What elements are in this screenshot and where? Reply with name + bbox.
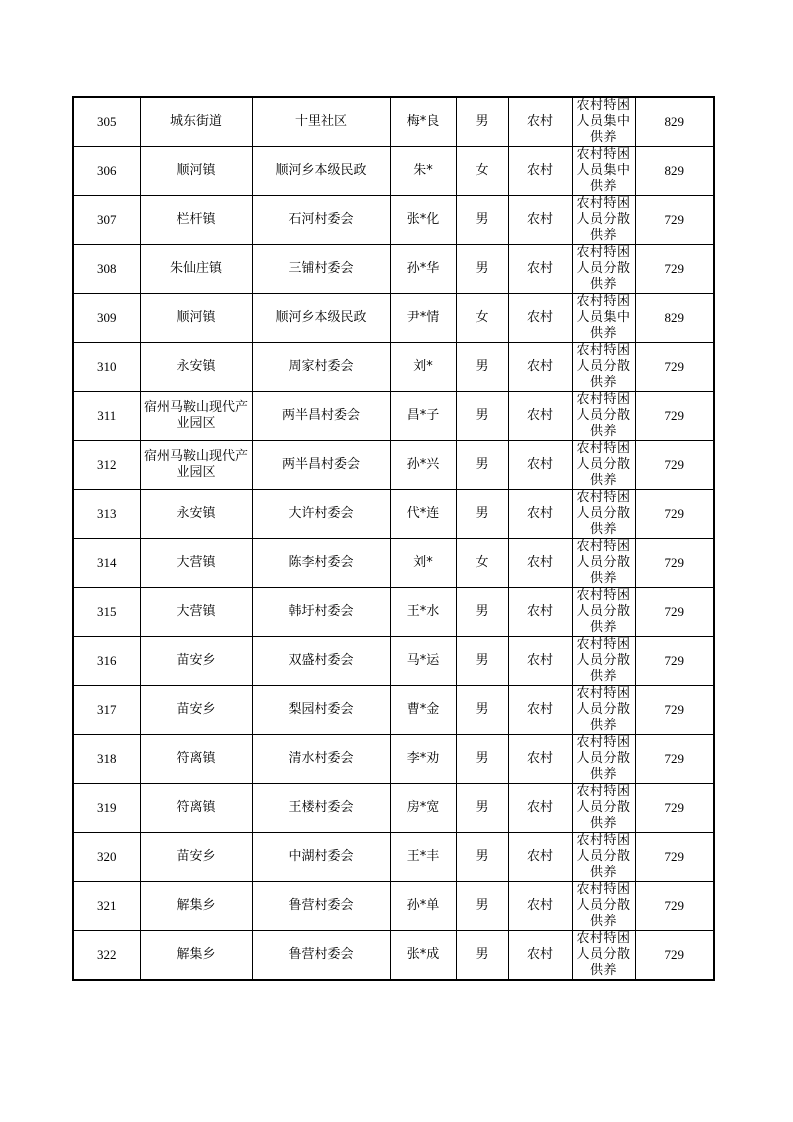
serial-number-cell: 311 [73, 392, 140, 441]
support-type-cell [572, 490, 635, 539]
table-row [73, 97, 714, 147]
table-row [73, 882, 714, 931]
town-cell: 解集乡 [140, 882, 252, 931]
person-name-cell: 孙*兴 [390, 441, 456, 490]
support-type-text: 农村特困人员分散供养 [576, 392, 631, 439]
serial-number-cell: 314 [73, 539, 140, 588]
support-type-cell [572, 196, 635, 245]
support-type-cell [572, 833, 635, 882]
roster-table [72, 96, 715, 981]
serial-number-cell: 319 [73, 784, 140, 833]
town-cell: 符离镇 [140, 735, 252, 784]
table-row [73, 343, 714, 392]
gender-cell: 男 [456, 735, 508, 784]
serial-number-cell: 306 [73, 147, 140, 196]
support-type-text: 农村特困人员分散供养 [576, 588, 631, 635]
village-cell: 陈李村委会 [252, 539, 390, 588]
person-name-cell: 代*连 [390, 490, 456, 539]
gender-cell: 男 [456, 637, 508, 686]
person-name-cell: 王*水 [390, 588, 456, 637]
town-cell: 符离镇 [140, 784, 252, 833]
support-type-text: 农村特困人员分散供养 [576, 637, 631, 684]
table-row [73, 490, 714, 539]
amount-cell: 729 [635, 735, 714, 784]
residence-cell: 农村 [508, 392, 572, 441]
person-name-cell: 王*丰 [390, 833, 456, 882]
table-row [73, 588, 714, 637]
gender-cell: 男 [456, 882, 508, 931]
residence-cell: 农村 [508, 196, 572, 245]
gender-cell: 男 [456, 833, 508, 882]
residence-cell: 农村 [508, 245, 572, 294]
residence-cell: 农村 [508, 931, 572, 981]
table-row [73, 735, 714, 784]
serial-number-cell: 322 [73, 931, 140, 981]
residence-cell: 农村 [508, 343, 572, 392]
village-cell: 清水村委会 [252, 735, 390, 784]
support-type-text: 农村特困人员分散供养 [576, 882, 631, 929]
amount-cell: 729 [635, 343, 714, 392]
serial-number-cell: 318 [73, 735, 140, 784]
table-row [73, 784, 714, 833]
support-type-text: 农村特困人员集中供养 [576, 98, 631, 145]
residence-cell: 农村 [508, 735, 572, 784]
support-type-cell [572, 343, 635, 392]
town-cell: 栏杆镇 [140, 196, 252, 245]
support-type-cell [572, 686, 635, 735]
person-name-cell: 孙*华 [390, 245, 456, 294]
amount-cell: 729 [635, 833, 714, 882]
gender-cell: 男 [456, 490, 508, 539]
serial-number-cell: 320 [73, 833, 140, 882]
support-type-cell [572, 539, 635, 588]
residence-cell: 农村 [508, 833, 572, 882]
gender-cell: 男 [456, 97, 508, 147]
serial-number-cell: 312 [73, 441, 140, 490]
support-type-text: 农村特困人员分散供养 [576, 735, 631, 782]
amount-cell: 729 [635, 490, 714, 539]
amount-cell: 729 [635, 392, 714, 441]
town-cell: 城东街道 [140, 97, 252, 147]
residence-cell: 农村 [508, 294, 572, 343]
gender-cell: 女 [456, 294, 508, 343]
amount-cell: 729 [635, 588, 714, 637]
gender-cell: 男 [456, 784, 508, 833]
village-cell: 梨园村委会 [252, 686, 390, 735]
support-type-cell [572, 97, 635, 147]
village-cell: 鲁营村委会 [252, 882, 390, 931]
gender-cell: 女 [456, 147, 508, 196]
person-name-cell: 张*化 [390, 196, 456, 245]
support-type-cell [572, 441, 635, 490]
support-type-text: 农村特困人员分散供养 [576, 931, 631, 978]
village-cell: 石河村委会 [252, 196, 390, 245]
person-name-cell: 刘* [390, 343, 456, 392]
amount-cell: 829 [635, 294, 714, 343]
town-cell: 苗安乡 [140, 637, 252, 686]
village-cell: 两半昌村委会 [252, 392, 390, 441]
residence-cell: 农村 [508, 441, 572, 490]
table-row [73, 392, 714, 441]
village-cell: 韩圩村委会 [252, 588, 390, 637]
table-row [73, 245, 714, 294]
amount-cell: 829 [635, 147, 714, 196]
serial-number-cell: 307 [73, 196, 140, 245]
serial-number-cell: 309 [73, 294, 140, 343]
town-cell: 永安镇 [140, 490, 252, 539]
town-cell: 宿州马鞍山现代产业园区 [140, 441, 252, 490]
person-name-cell: 朱* [390, 147, 456, 196]
support-type-text: 农村特困人员集中供养 [576, 294, 631, 341]
town-cell: 顺河镇 [140, 147, 252, 196]
village-cell: 双盛村委会 [252, 637, 390, 686]
town-cell: 宿州马鞍山现代产业园区 [140, 392, 252, 441]
town-cell: 大营镇 [140, 539, 252, 588]
town-cell: 朱仙庄镇 [140, 245, 252, 294]
person-name-cell: 房*宽 [390, 784, 456, 833]
person-name-cell: 马*运 [390, 637, 456, 686]
support-type-cell [572, 588, 635, 637]
table-row [73, 147, 714, 196]
serial-number-cell: 316 [73, 637, 140, 686]
village-cell: 周家村委会 [252, 343, 390, 392]
roster-body [73, 97, 714, 980]
serial-number-cell: 313 [73, 490, 140, 539]
gender-cell: 男 [456, 441, 508, 490]
support-type-cell [572, 931, 635, 981]
support-type-cell [572, 245, 635, 294]
table-row [73, 441, 714, 490]
support-type-cell [572, 784, 635, 833]
table-row [73, 833, 714, 882]
town-cell: 解集乡 [140, 931, 252, 981]
gender-cell: 男 [456, 196, 508, 245]
table-row [73, 637, 714, 686]
village-cell: 两半昌村委会 [252, 441, 390, 490]
town-cell: 顺河镇 [140, 294, 252, 343]
gender-cell: 男 [456, 931, 508, 981]
village-cell: 三铺村委会 [252, 245, 390, 294]
person-name-cell: 孙*单 [390, 882, 456, 931]
support-type-cell [572, 637, 635, 686]
village-cell: 中湖村委会 [252, 833, 390, 882]
support-type-text: 农村特困人员分散供养 [576, 833, 631, 880]
residence-cell: 农村 [508, 147, 572, 196]
residence-cell: 农村 [508, 882, 572, 931]
amount-cell: 729 [635, 245, 714, 294]
amount-cell: 729 [635, 196, 714, 245]
town-cell: 苗安乡 [140, 833, 252, 882]
support-type-cell [572, 147, 635, 196]
village-cell: 顺河乡本级民政 [252, 147, 390, 196]
person-name-cell: 昌*子 [390, 392, 456, 441]
support-type-text: 农村特困人员分散供养 [576, 490, 631, 537]
serial-number-cell: 305 [73, 97, 140, 147]
person-name-cell: 曹*金 [390, 686, 456, 735]
village-cell: 鲁营村委会 [252, 931, 390, 981]
support-type-text: 农村特困人员分散供养 [576, 245, 631, 292]
town-cell: 永安镇 [140, 343, 252, 392]
amount-cell: 729 [635, 784, 714, 833]
support-type-text: 农村特困人员分散供养 [576, 343, 631, 390]
residence-cell: 农村 [508, 97, 572, 147]
support-type-text: 农村特困人员分散供养 [576, 441, 631, 488]
amount-cell: 829 [635, 97, 714, 147]
person-name-cell: 梅*良 [390, 97, 456, 147]
support-type-text: 农村特困人员分散供养 [576, 686, 631, 733]
person-name-cell: 李*劝 [390, 735, 456, 784]
gender-cell: 女 [456, 539, 508, 588]
serial-number-cell: 310 [73, 343, 140, 392]
amount-cell: 729 [635, 686, 714, 735]
town-cell: 大营镇 [140, 588, 252, 637]
serial-number-cell: 308 [73, 245, 140, 294]
gender-cell: 男 [456, 343, 508, 392]
person-name-cell: 张*成 [390, 931, 456, 981]
serial-number-cell: 317 [73, 686, 140, 735]
support-type-text: 农村特困人员分散供养 [576, 539, 631, 586]
village-cell: 大许村委会 [252, 490, 390, 539]
amount-cell: 729 [635, 931, 714, 981]
amount-cell: 729 [635, 441, 714, 490]
residence-cell: 农村 [508, 490, 572, 539]
gender-cell: 男 [456, 686, 508, 735]
support-type-cell [572, 392, 635, 441]
support-type-text: 农村特困人员分散供养 [576, 784, 631, 831]
support-type-text: 农村特困人员分散供养 [576, 196, 631, 243]
amount-cell: 729 [635, 637, 714, 686]
serial-number-cell: 315 [73, 588, 140, 637]
table-row [73, 686, 714, 735]
person-name-cell: 刘* [390, 539, 456, 588]
support-type-cell [572, 735, 635, 784]
village-cell: 顺河乡本级民政 [252, 294, 390, 343]
amount-cell: 729 [635, 882, 714, 931]
table-row [73, 931, 714, 981]
village-cell: 十里社区 [252, 97, 390, 147]
village-cell: 王楼村委会 [252, 784, 390, 833]
residence-cell: 农村 [508, 784, 572, 833]
residence-cell: 农村 [508, 588, 572, 637]
residence-cell: 农村 [508, 539, 572, 588]
gender-cell: 男 [456, 245, 508, 294]
serial-number-cell: 321 [73, 882, 140, 931]
residence-cell: 农村 [508, 637, 572, 686]
table-row [73, 196, 714, 245]
support-type-cell [572, 294, 635, 343]
table-row [73, 294, 714, 343]
table-row [73, 539, 714, 588]
support-type-cell [572, 882, 635, 931]
amount-cell: 729 [635, 539, 714, 588]
person-name-cell: 尹*情 [390, 294, 456, 343]
gender-cell: 男 [456, 392, 508, 441]
gender-cell: 男 [456, 588, 508, 637]
support-type-text: 农村特困人员集中供养 [576, 147, 631, 194]
town-cell: 苗安乡 [140, 686, 252, 735]
residence-cell: 农村 [508, 686, 572, 735]
